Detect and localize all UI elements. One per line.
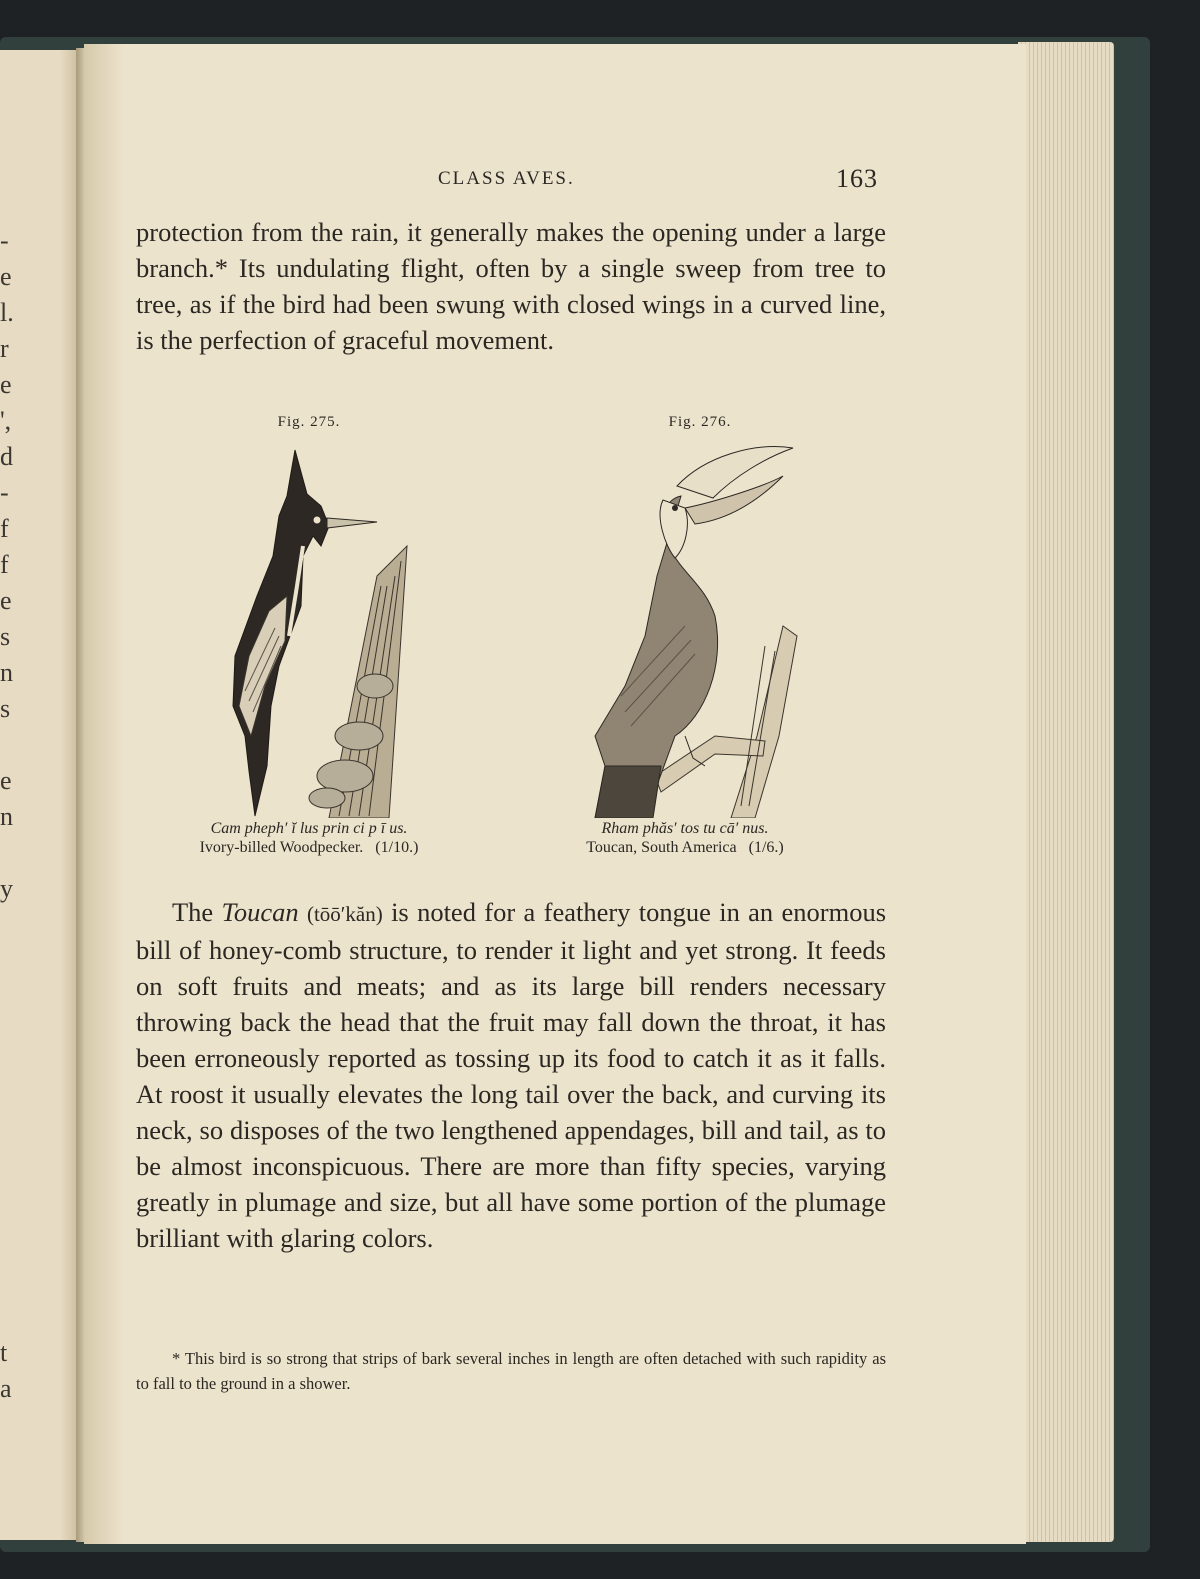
footnote-text: * This bird is so strong that strips of bark several inches in length are often detached with such rapidity as to fall to the ground in a shower.	[136, 1349, 886, 1393]
left-page-char: f	[0, 514, 9, 543]
paragraph-1-text: protection from the rain, it generally makes the opening under a large branch.* Its undulating flight, often by a single sweep from tree to tree, as if the bird had been swung with closed wings in a curved line, is the perfection of graceful movement.	[136, 217, 886, 355]
figure-scale: (1/10.)	[375, 839, 419, 856]
left-page-char: s	[0, 622, 11, 651]
paragraph-1	[136, 214, 886, 358]
left-page-char: n	[0, 802, 13, 831]
left-page-char: s	[0, 694, 11, 723]
pronunciation: (tōō′kăn)	[306, 902, 383, 926]
paragraph-lead: The	[172, 897, 214, 927]
left-page-char: e	[0, 370, 12, 399]
scientific-name: Cam pheph′ ĭ lus prin ci p ī us.	[210, 820, 408, 837]
left-page-char: e	[0, 262, 12, 291]
left-page-char: a	[0, 1374, 12, 1403]
figure-275	[144, 414, 474, 858]
left-page-char: t	[0, 1338, 8, 1367]
left-page-char: e	[0, 586, 12, 615]
running-head: CLASS AVES.	[438, 168, 575, 189]
woodpecker-illustration	[209, 436, 409, 818]
common-name-line	[144, 838, 474, 858]
paragraph-2-text	[136, 894, 886, 1256]
common-name-line	[520, 838, 850, 858]
left-page-char: -	[0, 226, 9, 255]
left-page-char: f	[0, 550, 9, 579]
left-page-edge	[0, 50, 80, 1540]
toucan-term: Toucan	[221, 897, 299, 927]
common-name: Toucan, South America	[586, 839, 737, 856]
right-page	[84, 44, 1026, 1544]
figure-label: Fig. 275.	[277, 414, 341, 430]
page-edges	[1018, 42, 1114, 1542]
page-shadow	[84, 44, 124, 1544]
figure-276	[520, 414, 850, 858]
left-page-char: ',	[0, 406, 12, 435]
toucan-illustration	[565, 436, 805, 818]
common-name: Ivory-billed Woodpecker.	[199, 839, 364, 856]
left-page-char: r	[0, 334, 9, 363]
page-header	[84, 164, 1026, 198]
paragraph-2	[136, 894, 886, 1256]
left-page-char: y	[0, 874, 13, 903]
left-page-char: -	[0, 478, 9, 507]
left-page-char: l.	[0, 298, 14, 327]
figure-scale: (1/6.)	[748, 839, 784, 856]
footnote	[136, 1346, 886, 1396]
left-page-char: e	[0, 766, 12, 795]
left-page-char: n	[0, 658, 13, 687]
paragraph-2-body: is noted for a feathery tongue in an enormous bill of honey-comb structure, to render it light and yet strong. It feeds on soft fruits and meats; and as its large bill renders necessary throwing back the head that the fruit may fall down the throat, it has been erroneously reported as tossing up its food to catch it as it falls. At roost it usually elevates the long tail over the back, and curving its neck, so disposes of the two lengthened appendages, bill and tail, as to be almost inconspicuous. There are more than fifty species, varying greatly in plumage and size, but all have some portion of the plumage brilliant with glaring colors.	[136, 897, 887, 1253]
scientific-name: Rham phăs′ tos tu cā′ nus.	[601, 820, 769, 837]
page-number: 163	[836, 164, 878, 193]
figure-label: Fig. 276.	[668, 414, 732, 430]
left-page-char: d	[0, 442, 13, 471]
